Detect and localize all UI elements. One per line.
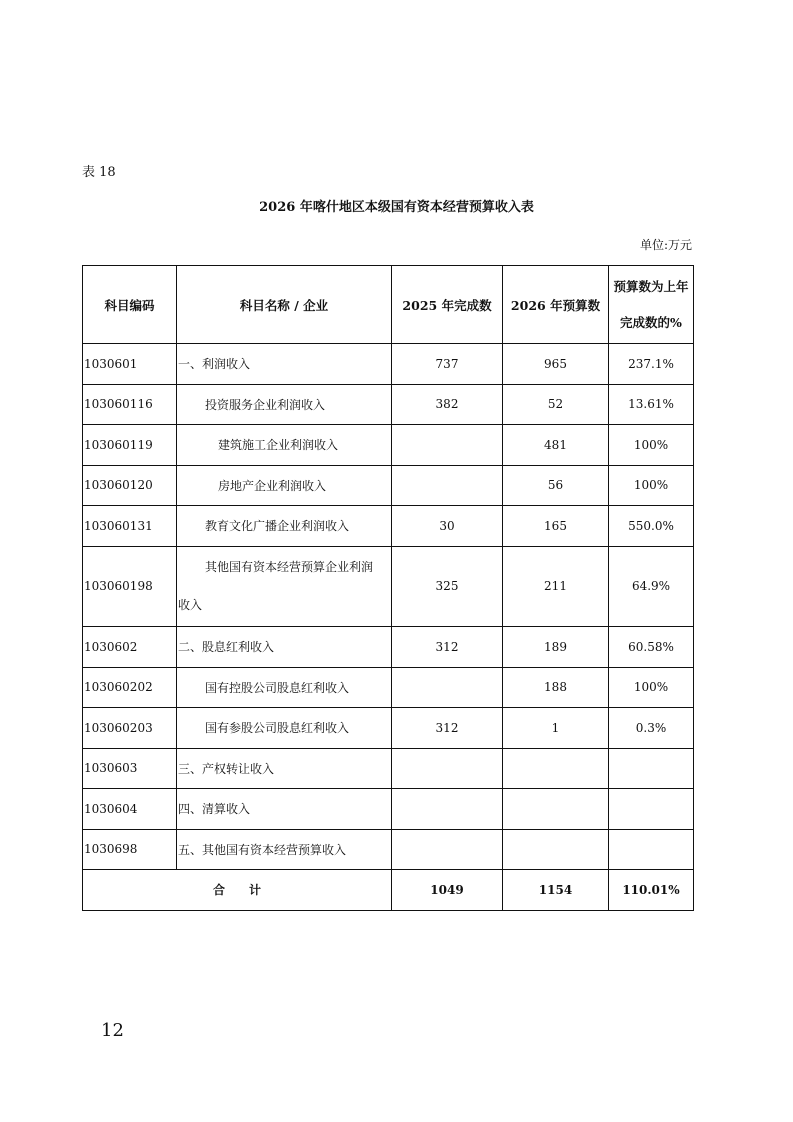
row-name: 房地产企业利润收入 — [177, 465, 392, 506]
table-row — [83, 465, 694, 506]
row-2025 — [392, 667, 503, 708]
row-name: 国有控股公司股息红利收入 — [177, 667, 392, 708]
row-2025 — [392, 465, 503, 506]
table-row — [83, 627, 694, 668]
header-pct — [609, 266, 694, 344]
row-2026 — [503, 829, 609, 870]
table-row — [83, 708, 694, 749]
row-name: 投资服务企业利润收入 — [177, 384, 392, 425]
row-2026 — [503, 748, 609, 789]
row-code: 1030603 — [83, 748, 177, 789]
row-code: 103060120 — [83, 465, 177, 506]
table-row — [83, 384, 694, 425]
total-row — [83, 870, 694, 911]
total-2025: 1049 — [392, 870, 503, 911]
page-number: 12 — [101, 1020, 124, 1041]
row-name: 教育文化广播企业利润收入 — [177, 506, 392, 547]
row-2026: 165 — [503, 506, 609, 547]
row-pct: 60.58% — [609, 627, 694, 668]
unit-label: 单位:万元 — [639, 238, 692, 252]
row-2026 — [503, 789, 609, 830]
header-code: 科目编码 — [83, 266, 177, 344]
row-name — [177, 546, 392, 627]
row-2026: 189 — [503, 627, 609, 668]
row-2025: 30 — [392, 506, 503, 547]
header-2026: 2026 年预算数 — [503, 266, 609, 344]
row-name: 三、产权转让收入 — [177, 748, 392, 789]
row-name: 四、清算收入 — [177, 789, 392, 830]
row-code: 103060116 — [83, 384, 177, 425]
table-row — [83, 425, 694, 466]
row-pct: 237.1% — [609, 344, 694, 385]
row-2025 — [392, 748, 503, 789]
table-row — [83, 789, 694, 830]
row-name: 二、股息红利收入 — [177, 627, 392, 668]
page-title: 2026 年喀什地区本级国有资本经营预算收入表 — [259, 200, 534, 215]
row-pct — [609, 789, 694, 830]
row-pct: 100% — [609, 667, 694, 708]
row-2025: 325 — [392, 546, 503, 627]
row-2026: 965 — [503, 344, 609, 385]
row-2025 — [392, 829, 503, 870]
table-row — [83, 546, 694, 627]
row-code: 103060119 — [83, 425, 177, 466]
row-pct: 100% — [609, 425, 694, 466]
row-2025 — [392, 789, 503, 830]
row-2026: 56 — [503, 465, 609, 506]
row-name: 国有参股公司股息红利收入 — [177, 708, 392, 749]
row-2025: 312 — [392, 627, 503, 668]
header-name: 科目名称 / 企业 — [177, 266, 392, 344]
header-pct-line1: 预算数为上年 — [613, 278, 689, 294]
row-code: 1030604 — [83, 789, 177, 830]
row-pct: 100% — [609, 465, 694, 506]
row-name-line1: 其他国有资本经营预算企业利润 — [205, 560, 374, 575]
table-row — [83, 344, 694, 385]
table-label: 表 18 — [82, 165, 116, 180]
row-code: 1030601 — [83, 344, 177, 385]
row-pct — [609, 748, 694, 789]
row-code: 103060198 — [83, 546, 177, 627]
row-code: 1030602 — [83, 627, 177, 668]
row-2026: 211 — [503, 546, 609, 627]
row-2025: 312 — [392, 708, 503, 749]
row-2026: 188 — [503, 667, 609, 708]
table-row — [83, 667, 694, 708]
row-name: 一、利润收入 — [177, 344, 392, 385]
row-2025: 737 — [392, 344, 503, 385]
table-row — [83, 829, 694, 870]
row-2025 — [392, 425, 503, 466]
table-header — [83, 266, 694, 344]
header-pct-line2: 完成数的% — [620, 314, 682, 330]
total-label: 合 计 — [83, 870, 392, 911]
row-name: 建筑施工企业利润收入 — [177, 425, 392, 466]
row-name: 五、其他国有资本经营预算收入 — [177, 829, 392, 870]
row-2026: 481 — [503, 425, 609, 466]
row-2026: 52 — [503, 384, 609, 425]
row-code: 103060203 — [83, 708, 177, 749]
row-name-line2: 收入 — [178, 598, 203, 613]
row-code: 103060202 — [83, 667, 177, 708]
header-2025: 2025 年完成数 — [392, 266, 503, 344]
table-row — [83, 748, 694, 789]
row-pct: 0.3% — [609, 708, 694, 749]
row-code: 103060131 — [83, 506, 177, 547]
row-pct: 550.0% — [609, 506, 694, 547]
row-pct: 64.9% — [609, 546, 694, 627]
row-code: 1030698 — [83, 829, 177, 870]
total-pct: 110.01% — [609, 870, 694, 911]
row-pct — [609, 829, 694, 870]
revenue-table — [82, 265, 694, 911]
table-row — [83, 506, 694, 547]
total-2026: 1154 — [503, 870, 609, 911]
row-pct: 13.61% — [609, 384, 694, 425]
row-2026: 1 — [503, 708, 609, 749]
row-2025: 382 — [392, 384, 503, 425]
